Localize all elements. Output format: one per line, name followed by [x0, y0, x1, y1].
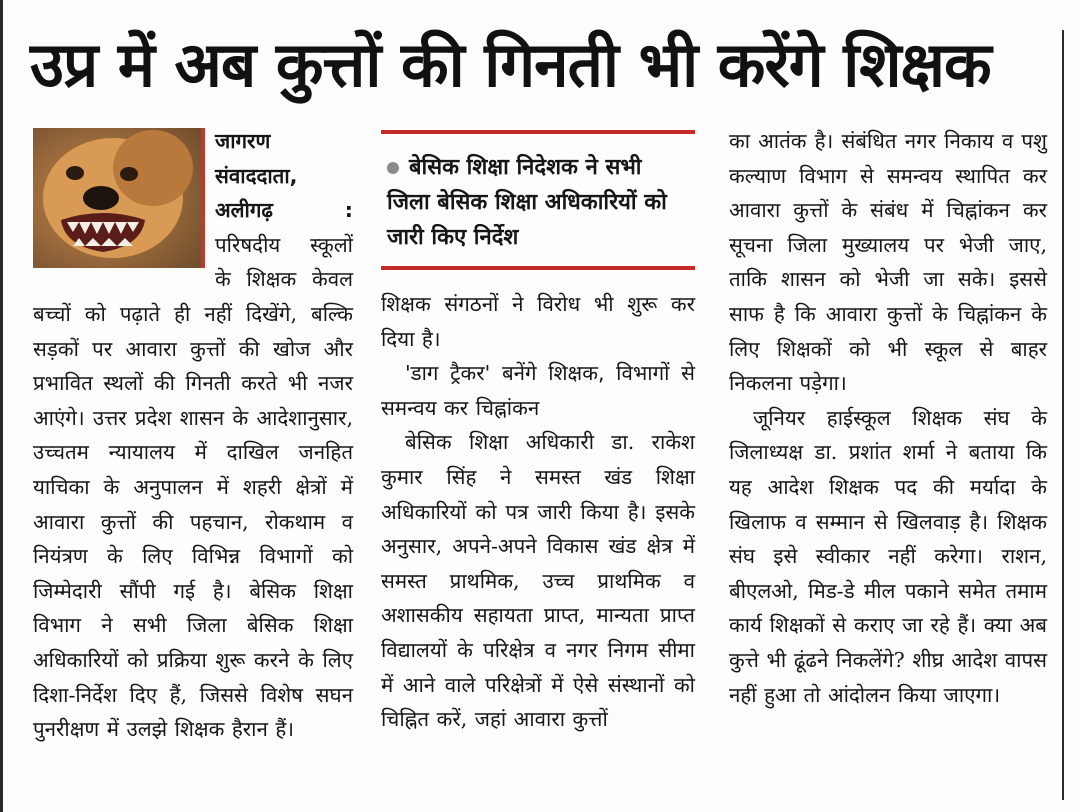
highlight-box: [381, 130, 695, 272]
subheading: 'डाग ट्रैकर' बनेंगे शिक्षक, विभागों से समन्वय कर चिह्नांकन: [381, 361, 695, 420]
article-column-1: [33, 124, 353, 747]
col2-paragraph-2: बेसिक शिक्षा अधिकारी डा. राकेश कुमार सिंह ने समस्त खंड शिक्षा अधिकारियों को पत्र जारी किया है। इसके अनुसार, अपने-अपने विकास खंड क्षेत्र में समस्त प्राथमिक, उच्च प्राथमिक व अशासकीय सहायता प्राप्त, मान्यता प्राप्त विद्यालयों के परिक्षेत्र व नगर निगम सीमा में आने वाले परिक्षेत्रों में ऐसे संस्थानों को चिह्नित करें, जहां आवारा कुत्तों: [381, 430, 695, 732]
highlight-text: बेसिक शिक्षा निदेशक ने सभी जिला बेसिक शिक्षा अधिकारियों को जारी किए निर्देश: [387, 155, 667, 250]
highlight-text-wrap: [381, 134, 695, 263]
dog-photo-icon: [33, 128, 201, 268]
right-column-rule: [1062, 30, 1064, 800]
col3-paragraph-1: का आतंक है। संबंधित नगर निकाय व पशु कल्याण विभाग से समन्वय स्थापित कर आवारा कुत्तों के संबंध में चिह्नांकन कर सूचना जिला मुख्यालय पर भेजी जाए, ताकि शासन को भेजी जा सके। इससे साफ है कि आवारा कुत्तों के चिह्नांकन के लिए शिक्षकों को भी स्कूल से बाहर निकलना पड़ेगा।: [729, 129, 1047, 396]
highlight-bottom-rule: [381, 266, 695, 270]
headline: उप्र में अब कुत्तों की गिनती भी करेंगे शिक्षक: [30, 28, 991, 101]
article-column-3: [729, 124, 1047, 712]
dog-photo: [33, 128, 205, 268]
col3-paragraph-2: जूनियर हाईस्कूल शिक्षक संघ के जिलाध्यक्ष डा. प्रशांत शर्मा ने बताया कि यह आदेश शिक्षक पद की मर्यादा के खिलाफ व सम्मान से खिलवाड़ है। शिक्षक संघ इसे स्वीकार नहीं करेगा। राशन, बीएलओ, मिड-डे मील पकाने समेत तमाम कार्य शिक्षकों से कराए जा रहे हैं। क्या अब कुत्ते भी ढूंढने निकलेंगे? शीघ्र आदेश वापस नहीं हुआ तो आंदोलन किया जाएगा।: [729, 405, 1047, 707]
bullet-icon: [387, 162, 399, 174]
article-column-2: [381, 287, 695, 737]
left-column-rule: [0, 0, 3, 812]
col2-paragraph-1: शिक्षक संगठनों ने विरोध भी शुरू कर दिया है।: [381, 292, 695, 351]
byline: जागरण संवाददाता, अलीगढ़ :: [215, 129, 353, 223]
col1-paragraph: परिषदीय स्कूलों के शिक्षक केवल बच्चों को पढ़ाते ही नहीं दिखेंगे, बल्कि सड़कों पर आवारा कुत्तों की खोज और प्रभावित स्थलों की गिनती करते भी नजर आएंगे। उत्तर प्रदेश शासन के आदेशानुसार, उच्चतम न्यायालय में दाखिल जनहित याचिका के अनुपालन में शहरी क्षेत्रों में आवारा कुत्तों की पहचान, रोकथाम व नियंत्रण के लिए विभिन्न विभागों को जिम्मेदारी सौंपी गई है। बेसिक शिक्षा विभाग ने सभी जिला बेसिक शिक्षा अधिकारियों को प्रक्रिया शुरू करने के लिए दिशा-निर्देश दिए हैं, जिससे विशेष सघन पुनरीक्षण में उलझे शिक्षक हैरान हैं।: [33, 232, 353, 742]
